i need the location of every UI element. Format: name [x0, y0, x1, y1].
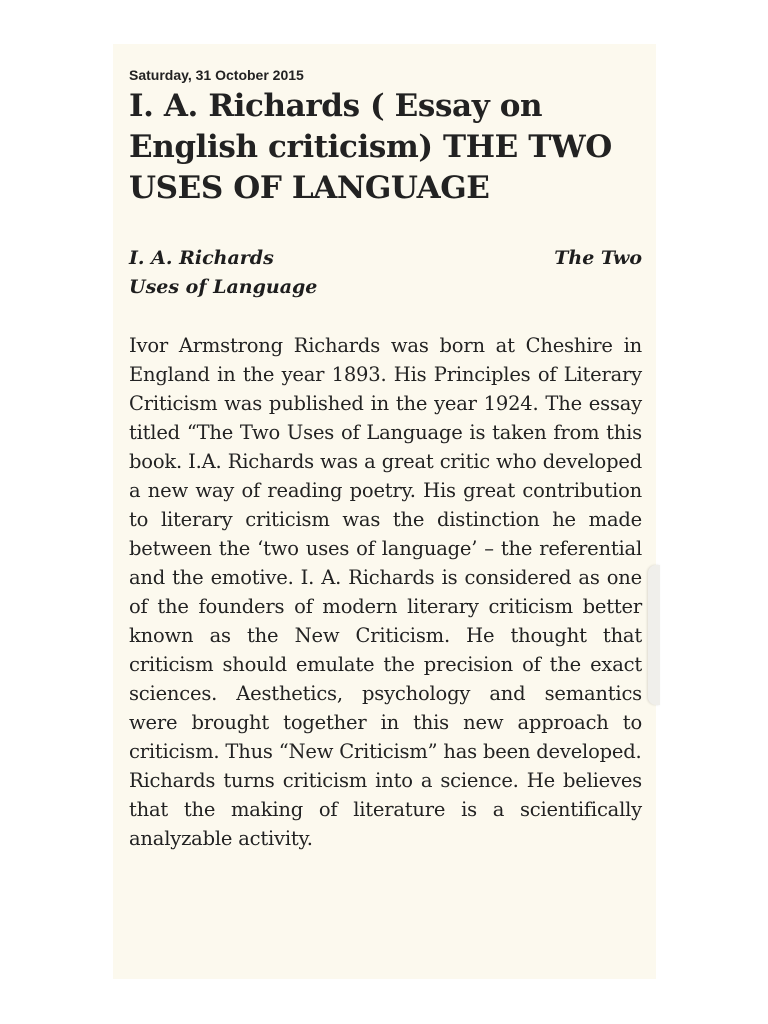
- subheading-author: I. A. Richards: [129, 247, 274, 269]
- subheading-title-end: Uses of Language: [129, 276, 318, 298]
- subheading-row: [129, 244, 642, 273]
- post-date: Saturday, 31 October 2015: [129, 67, 304, 83]
- post-subheading: [129, 244, 642, 302]
- post-paragraph-2: Richards turns criticism into a science. He believes that the making of literature is a scientifically analyzable activity.: [129, 769, 642, 850]
- post-paragraph-1: Ivor Armstrong Richards was born at Cheshire in England in the year 1893. His Principles of Literary Criticism was published in the year 1924. The essay titled “The Two Uses of Language is taken from this book. I.A. Richards was a great critic who developed a new way of reading poetry. His great contribution to literary criticism was the distinction he made between the ‘two uses of language’ – the referential and the emotive. I. A. Richards is considered as one of the founders of modern literary criticism better known as the New Criticism. He thought that criticism should emulate the precision of the exact sciences. Aesthetics, psychology and semantics were brought together in this new approach to criticism. Thus “New Criticism” has been developed.: [129, 334, 642, 763]
- blog-post-card: [113, 44, 656, 979]
- subheading-title-start: The Two: [554, 247, 642, 269]
- side-scroll-handle[interactable]: [648, 565, 660, 705]
- post-title: I. A. Richards ( Essay on English criticism) THE TWO USES OF LANGUAGE: [129, 88, 612, 206]
